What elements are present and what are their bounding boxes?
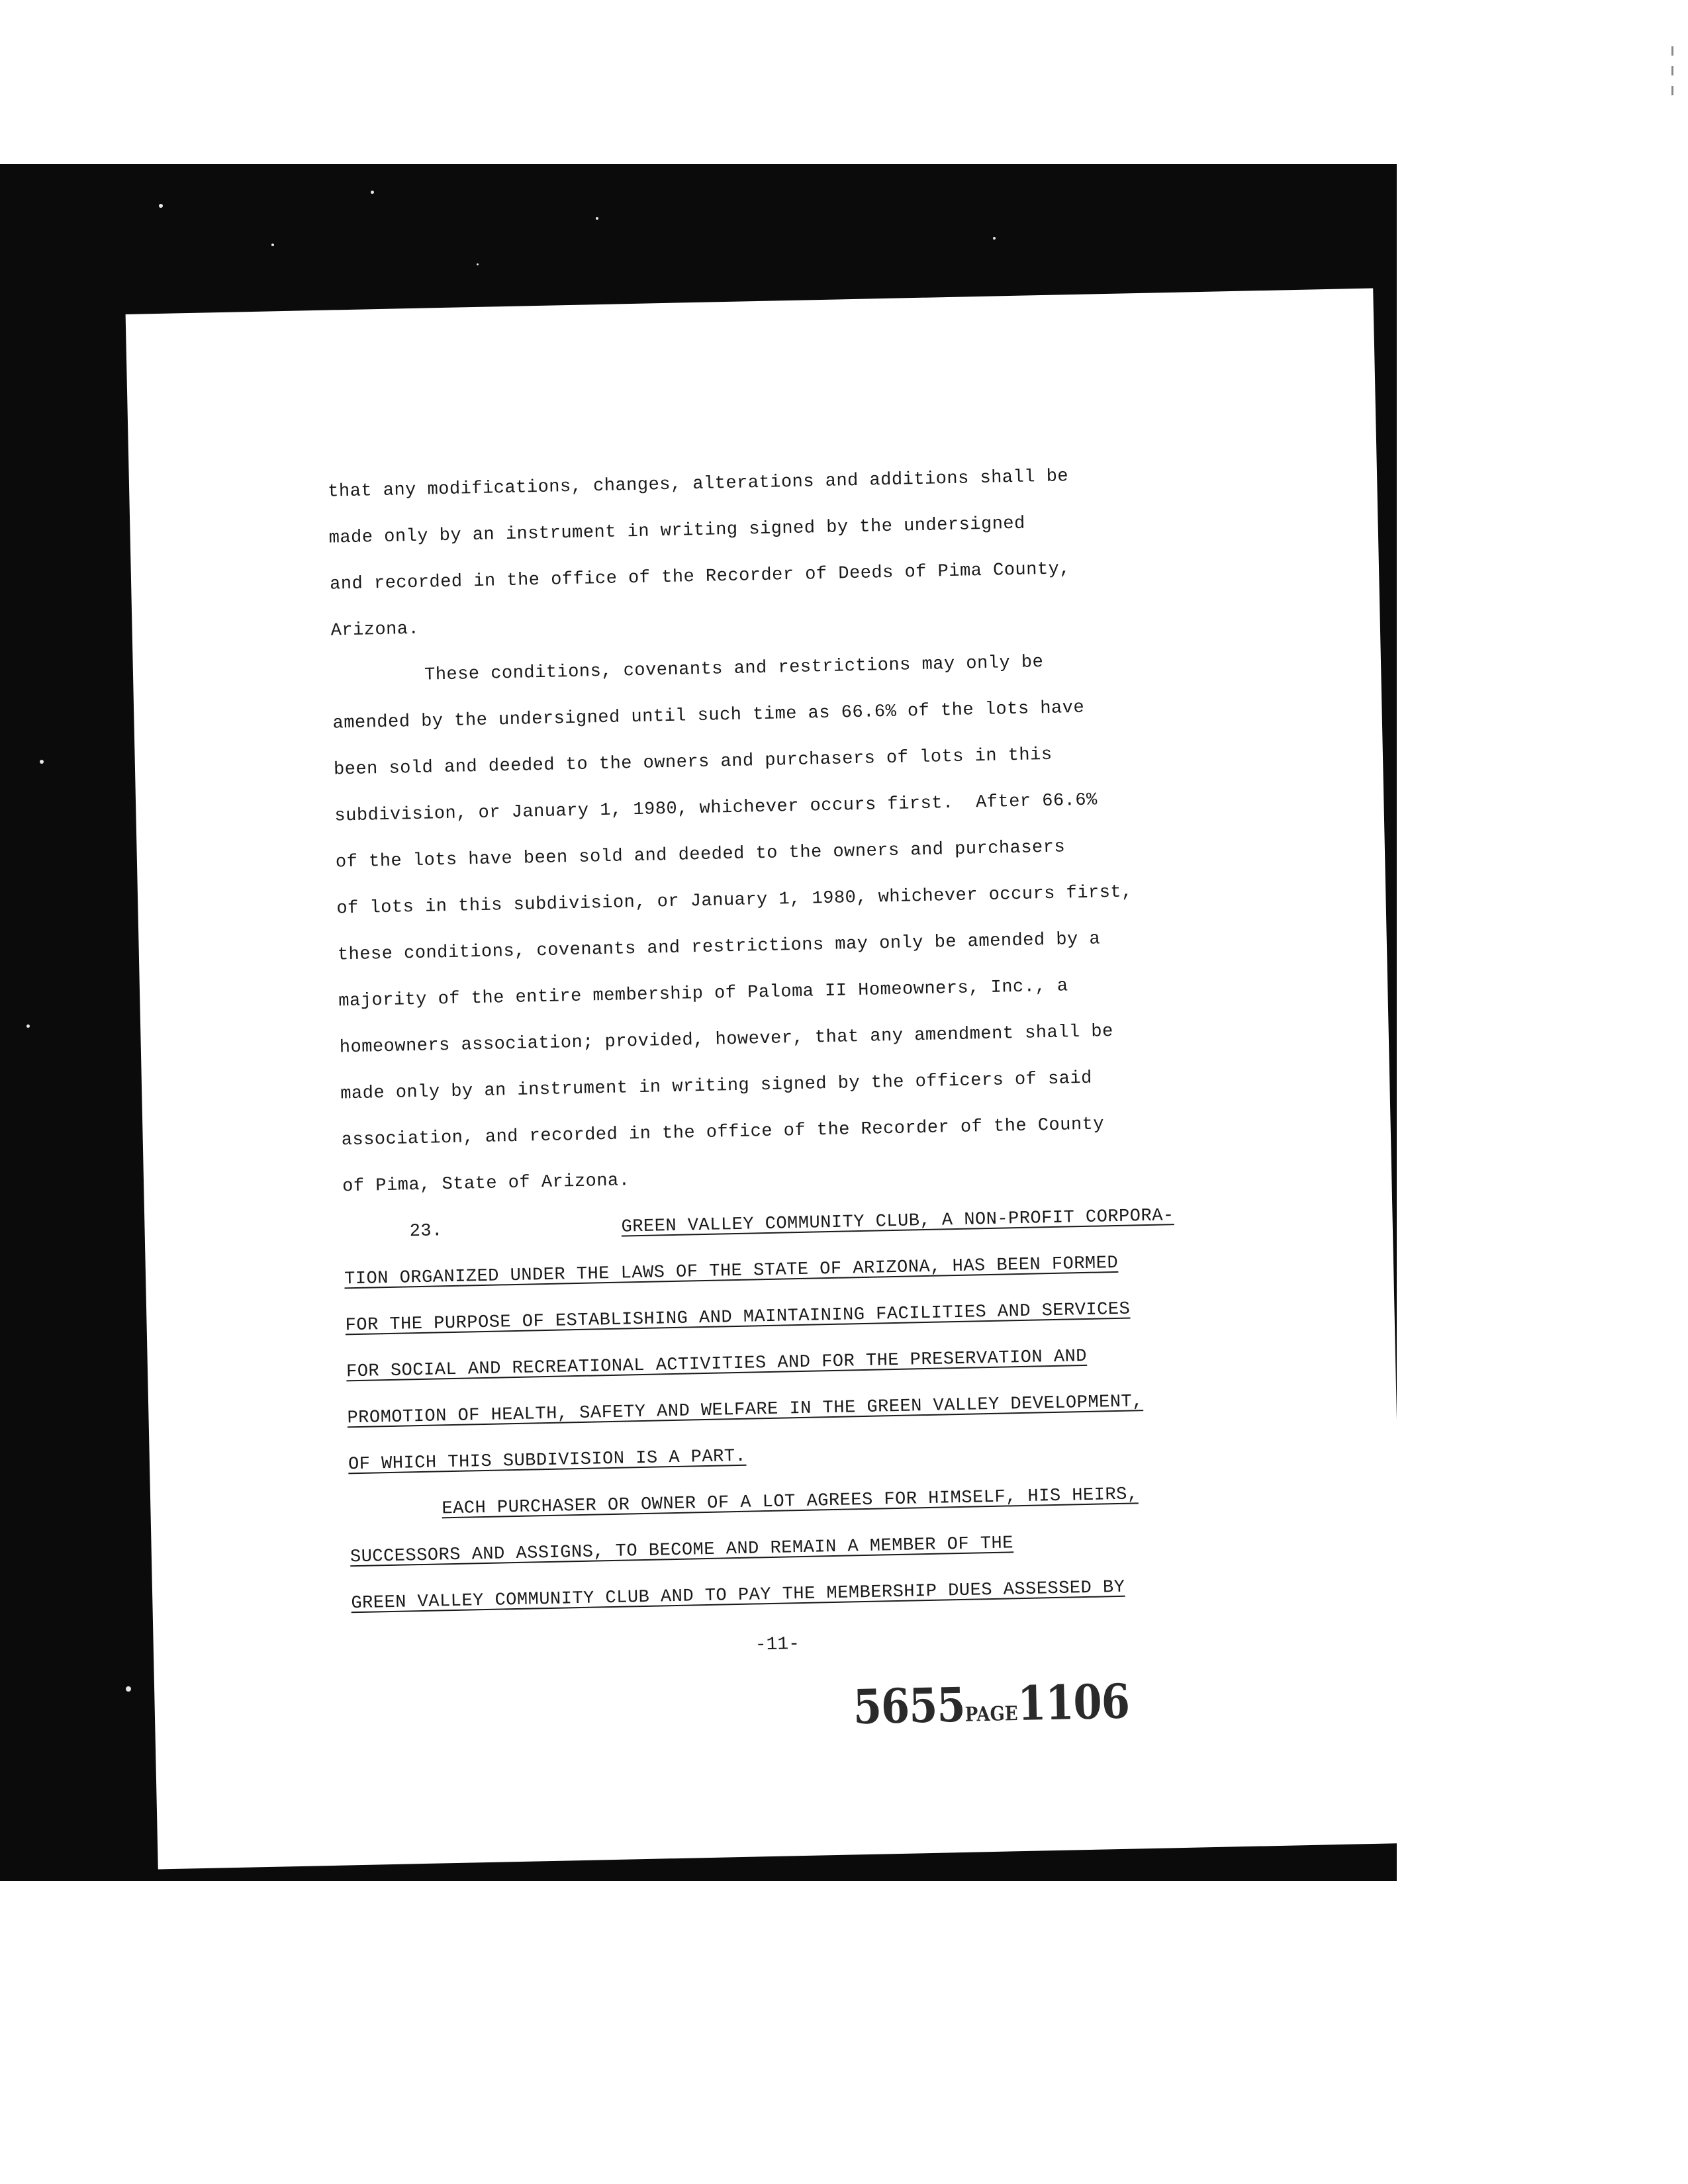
margin-mark xyxy=(1671,46,1673,56)
scan-speck xyxy=(126,1686,131,1692)
underlined-text: SUCCESSORS AND ASSIGNS, TO BECOME AND REMAIN A MEMBER OF THE xyxy=(350,1533,1014,1568)
scan-speck xyxy=(371,191,374,194)
underlined-text: OF WHICH THIS SUBDIVISION IS A PART. xyxy=(348,1446,747,1475)
text-line: of Pima, State of Arizona. xyxy=(342,1171,630,1197)
recording-stamp xyxy=(853,1674,1130,1735)
text-line: subdivision, or January 1, 1980, whichever occurs first. After 66.6% xyxy=(334,790,1098,827)
book-number: 5655 xyxy=(853,1676,966,1735)
page-stamp-number: 1106 xyxy=(1017,1673,1130,1732)
scan-speck xyxy=(596,217,598,220)
scan-speck xyxy=(271,244,274,246)
text-line: These conditions, covenants and restrictions may only be xyxy=(424,653,1044,686)
text-line: been sold and deeded to the owners and purchasers of lots in this xyxy=(333,745,1053,780)
paragraph-number: 23. xyxy=(409,1221,444,1242)
text-line: of lots in this subdivision, or January 1, 1980, whichever occurs first, xyxy=(336,882,1133,919)
margin-mark xyxy=(1671,86,1673,95)
underlined-text: FOR THE PURPOSE OF ESTABLISHING AND MAINTAINING FACILITIES AND SERVICES xyxy=(345,1299,1131,1336)
scan-speck xyxy=(26,1024,30,1028)
text-line: made only by an instrument in writing signed by the undersigned xyxy=(328,514,1026,549)
page-label: PAGE xyxy=(964,1702,1018,1727)
paragraph-2 xyxy=(331,636,1229,1210)
page-number: -11- xyxy=(755,1634,800,1656)
document-body xyxy=(328,451,1239,1627)
underlined-text: FOR SOCIAL AND RECREATIONAL ACTIVITIES AND FOR THE PRESERVATION AND xyxy=(346,1346,1088,1383)
scan-speck xyxy=(993,237,996,240)
text-line: Arizona. xyxy=(330,619,420,641)
scan-speck xyxy=(477,263,479,265)
text-line: and recorded in the office of the Recorder of Deeds of Pima County, xyxy=(329,559,1071,595)
text-line: that any modifications, changes, alterations and additions shall be xyxy=(327,467,1069,502)
margin-mark xyxy=(1671,66,1673,75)
text-line: majority of the entire membership of Paloma II Homeowners, Inc., a xyxy=(338,976,1068,1012)
text-line: of the lots have been sold and deeded to the owners and purchasers xyxy=(335,837,1066,873)
underlined-text: TION ORGANIZED UNDER THE LAWS OF THE STATE OF ARIZONA, HAS BEEN FORMED xyxy=(344,1253,1119,1290)
text-line: amended by the undersigned until such time as 66.6% of the lots have xyxy=(332,698,1085,734)
paragraph-23 xyxy=(343,1191,1236,1488)
underlined-text: EACH PURCHASER OR OWNER OF A LOT AGREES FOR HIMSELF, HIS HEIRS, xyxy=(442,1484,1139,1520)
scan-speck xyxy=(159,204,163,208)
text-line: made only by an instrument in writing signed by the officers of said xyxy=(340,1068,1093,1105)
text-line: these conditions, covenants and restrictions may only be amended by a xyxy=(337,929,1101,966)
scan-speck xyxy=(40,760,44,764)
document-page xyxy=(126,289,1406,1870)
paragraph-membership xyxy=(349,1469,1239,1627)
underlined-text: GREEN VALLEY COMMUNITY CLUB AND TO PAY THE MEMBERSHIP DUES ASSESSED BY xyxy=(351,1577,1125,1614)
paragraph-1 xyxy=(328,451,1219,655)
text-line: association, and recorded in the office of the Recorder of the County xyxy=(341,1115,1105,1151)
underlined-text: PROMOTION OF HEALTH, SAFETY AND WELFARE IN THE GREEN VALLEY DEVELOPMENT, xyxy=(347,1392,1144,1429)
text-line: homeowners association; provided, however, that any amendment shall be xyxy=(339,1021,1114,1058)
underlined-text: GREEN VALLEY COMMUNITY CLUB, A NON-PROFIT CORPORA- xyxy=(621,1206,1174,1238)
